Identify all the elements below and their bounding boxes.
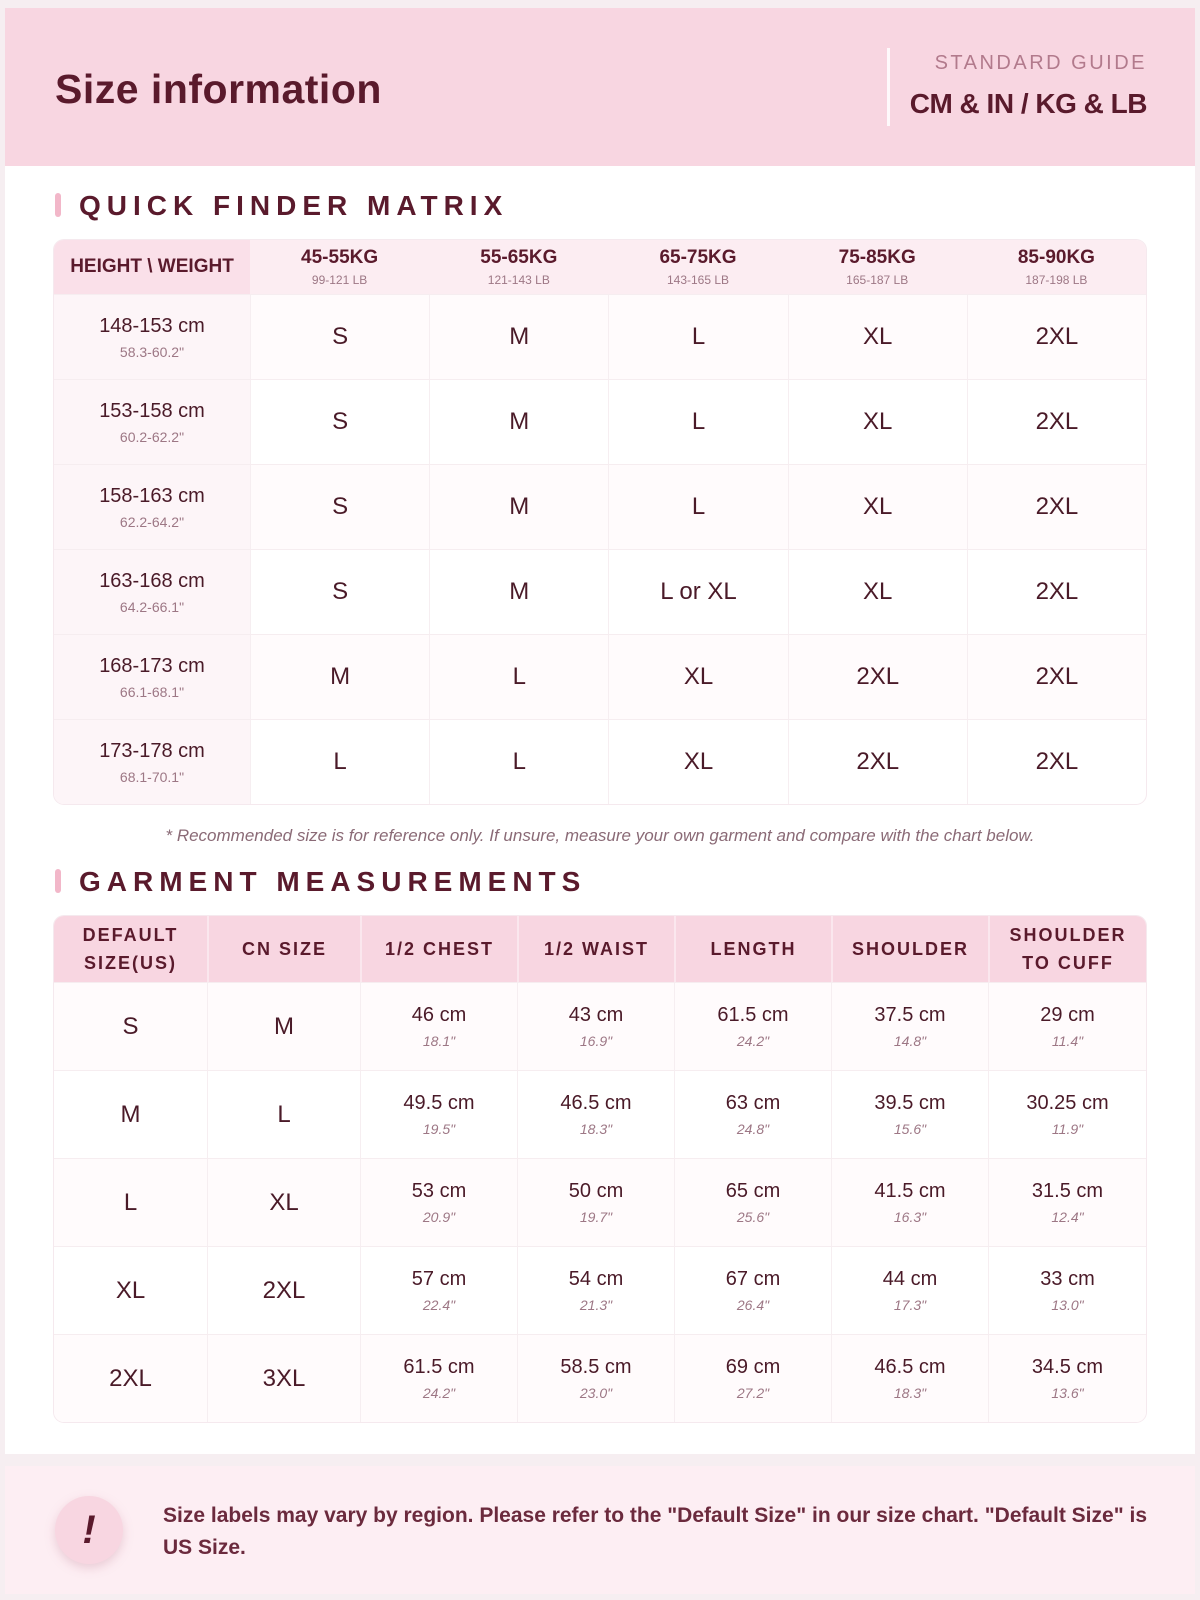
section-accent-bar <box>55 869 61 893</box>
matrix-row-header: 148-153 cm 58.3-60.2" <box>54 295 250 379</box>
quick-finder-title: QUICK FINDER MATRIX <box>55 190 508 222</box>
garment-row <box>54 1158 1146 1246</box>
garment-row <box>54 1070 1146 1158</box>
matrix-col-header: 65-75KG 143-165 LB <box>659 247 737 287</box>
measurement-cell: 63 cm 24.8" <box>674 1071 831 1158</box>
garment-row <box>54 1334 1146 1422</box>
us-size-cell: M <box>120 1100 141 1128</box>
matrix-size-cell: M <box>250 635 429 719</box>
matrix-size-cell: 2XL <box>967 295 1146 379</box>
garment-row <box>54 1246 1146 1334</box>
measurement-cell: 53 cm 20.9" <box>360 1159 517 1246</box>
measurement-cell: 69 cm 27.2" <box>674 1335 831 1422</box>
garment-col-header: SHOULDER <box>831 916 988 982</box>
measurement-cell: 46.5 cm 18.3" <box>831 1335 988 1422</box>
matrix-corner-label: HEIGHT \ WEIGHT <box>54 240 250 294</box>
matrix-size-cell: 2XL <box>967 465 1146 549</box>
us-size-cell: L <box>123 1188 138 1216</box>
garment-title: GARMENT MEASUREMENTS <box>55 866 586 898</box>
header-divider <box>887 48 890 126</box>
matrix-size-cell: L <box>429 635 608 719</box>
measurement-cell: 58.5 cm 23.0" <box>517 1335 674 1422</box>
garment-col-header: CN SIZE <box>207 916 360 982</box>
measurement-cell: 65 cm 25.6" <box>674 1159 831 1246</box>
matrix-size-cell: L <box>608 295 787 379</box>
cn-size-cell: 3XL <box>207 1335 360 1422</box>
matrix-size-cell: 2XL <box>967 720 1146 804</box>
measurement-cell: 46.5 cm 18.3" <box>517 1071 674 1158</box>
measurement-cell: 29 cm 11.4" <box>988 983 1146 1070</box>
measurement-cell: 57 cm 22.4" <box>360 1247 517 1334</box>
measurement-cell: 37.5 cm 14.8" <box>831 983 988 1070</box>
measurement-cell: 67 cm 26.4" <box>674 1247 831 1334</box>
matrix-size-cell: XL <box>788 380 967 464</box>
matrix-row-header: 168-173 cm 66.1-68.1" <box>54 635 250 719</box>
matrix-size-cell: 2XL <box>967 635 1146 719</box>
matrix-row-header: 153-158 cm 60.2-62.2" <box>54 380 250 464</box>
matrix-size-cell: S <box>250 550 429 634</box>
matrix-row <box>54 464 1146 549</box>
matrix-size-cell: M <box>429 380 608 464</box>
us-size-cell: S <box>122 1012 139 1040</box>
cn-size-cell: 2XL <box>207 1247 360 1334</box>
exclamation-icon: ! <box>55 1496 123 1564</box>
us-size-cell: 2XL <box>109 1364 152 1392</box>
footer-notice <box>5 1466 1195 1594</box>
matrix-col-header: 85-90KG 187-198 LB <box>1017 247 1095 287</box>
matrix-size-cell: M <box>429 295 608 379</box>
measurement-cell: 41.5 cm 16.3" <box>831 1159 988 1246</box>
header-subtitle: STANDARD GUIDE <box>934 52 1147 74</box>
matrix-size-cell: 2XL <box>967 550 1146 634</box>
garment-row <box>54 982 1146 1070</box>
matrix-size-cell: M <box>429 550 608 634</box>
measurement-cell: 43 cm 16.9" <box>517 983 674 1070</box>
garment-col-header: 1/2 CHEST <box>360 916 517 982</box>
garment-col-header: DEFAULT SIZE(US) <box>82 925 179 973</box>
matrix-col-header: 45-55KG 99-121 LB <box>301 247 379 287</box>
matrix-size-cell: 2XL <box>788 635 967 719</box>
header <box>5 8 1195 166</box>
footer-text: Size labels may vary by region. Please refer to the "Default Size" in our size chart. "Default Size" is US Size. <box>163 1504 1147 1559</box>
matrix-size-cell: XL <box>608 720 787 804</box>
matrix-row <box>54 719 1146 804</box>
measurement-cell: 34.5 cm 13.6" <box>988 1335 1146 1422</box>
garment-table <box>54 916 1146 1422</box>
matrix-size-cell: XL <box>788 550 967 634</box>
matrix-row-header: 158-163 cm 62.2-64.2" <box>54 465 250 549</box>
matrix-row-header: 173-178 cm 68.1-70.1" <box>54 720 250 804</box>
measurement-cell: 30.25 cm 11.9" <box>988 1071 1146 1158</box>
matrix-size-cell: L <box>608 380 787 464</box>
measurement-cell: 54 cm 21.3" <box>517 1247 674 1334</box>
measurement-cell: 33 cm 13.0" <box>988 1247 1146 1334</box>
matrix-size-cell: L <box>608 465 787 549</box>
garment-col-header: LENGTH <box>674 916 831 982</box>
matrix-size-cell: XL <box>788 295 967 379</box>
measurement-cell: 50 cm 19.7" <box>517 1159 674 1246</box>
matrix-size-cell: S <box>250 465 429 549</box>
matrix-size-cell: XL <box>608 635 787 719</box>
matrix-size-cell: L or XL <box>608 550 787 634</box>
matrix-header-row <box>54 240 1146 294</box>
cn-size-cell: XL <box>207 1159 360 1246</box>
us-size-cell: XL <box>115 1276 146 1304</box>
measurement-cell: 49.5 cm 19.5" <box>360 1071 517 1158</box>
recommendation-note: * Recommended size is for reference only. If unsure, measure your own garment and compare with the chart below. <box>165 826 1035 845</box>
measurement-cell: 39.5 cm 15.6" <box>831 1071 988 1158</box>
matrix-size-cell: XL <box>788 465 967 549</box>
measurement-cell: 44 cm 17.3" <box>831 1247 988 1334</box>
measurement-cell: 61.5 cm 24.2" <box>360 1335 517 1422</box>
cn-size-cell: L <box>207 1071 360 1158</box>
matrix-row <box>54 294 1146 379</box>
matrix-size-cell: S <box>250 295 429 379</box>
matrix-size-cell: S <box>250 380 429 464</box>
section-accent-bar <box>55 193 61 217</box>
matrix-row <box>54 634 1146 719</box>
matrix-row <box>54 549 1146 634</box>
measurement-cell: 31.5 cm 12.4" <box>988 1159 1146 1246</box>
matrix-row-header: 163-168 cm 64.2-66.1" <box>54 550 250 634</box>
cn-size-cell: M <box>207 983 360 1070</box>
matrix-size-cell: L <box>250 720 429 804</box>
measurement-cell: 61.5 cm 24.2" <box>674 983 831 1070</box>
garment-col-header: 1/2 WAIST <box>517 916 674 982</box>
size-info-card <box>5 8 1195 1454</box>
garment-header-row <box>54 916 1146 982</box>
header-units: CM & IN / KG & LB <box>909 88 1147 119</box>
matrix-row <box>54 379 1146 464</box>
matrix-col-header: 55-65KG 121-143 LB <box>480 247 558 287</box>
matrix-size-cell: L <box>429 720 608 804</box>
matrix-size-cell: 2XL <box>967 380 1146 464</box>
matrix-size-cell: 2XL <box>788 720 967 804</box>
page-title: Size information <box>55 66 382 112</box>
matrix-col-header: 75-85KG 165-187 LB <box>838 247 916 287</box>
measurement-cell: 46 cm 18.1" <box>360 983 517 1070</box>
matrix-size-cell: M <box>429 465 608 549</box>
quick-finder-matrix <box>54 240 1146 804</box>
garment-col-header: SHOULDER TO CUFF <box>988 916 1146 982</box>
